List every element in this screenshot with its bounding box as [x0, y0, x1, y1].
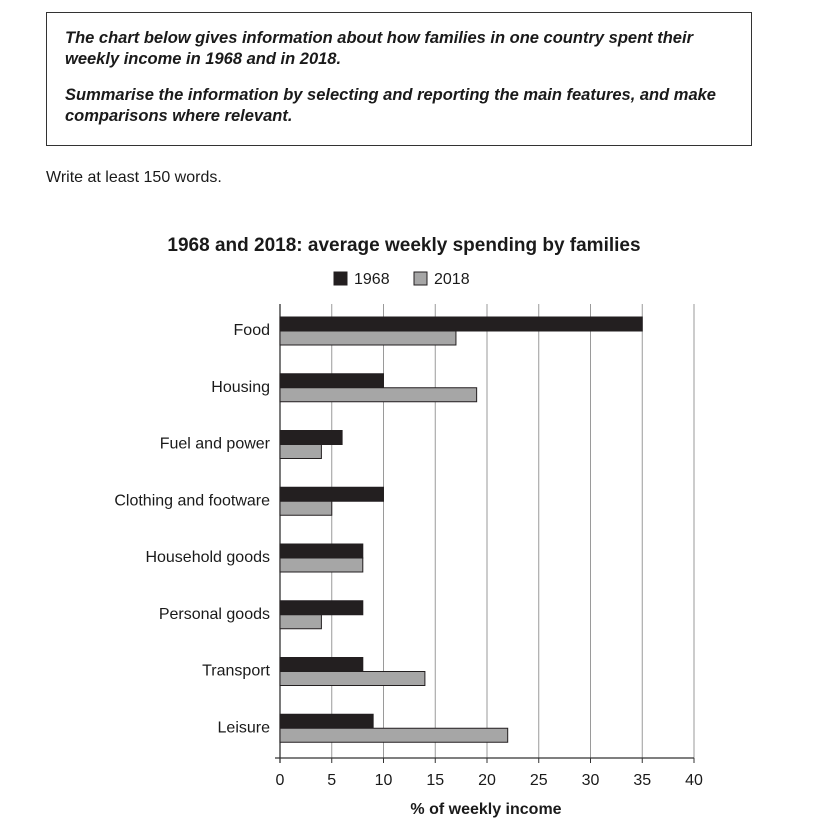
x-tick-label-40: 40 [685, 772, 703, 789]
word-count-note: Write at least 150 words. [46, 169, 222, 186]
bar-household-goods-2018 [280, 558, 363, 572]
x-tick-label-10: 10 [374, 772, 393, 789]
x-tick-label-0: 0 [275, 772, 285, 789]
legend-swatch-2018 [414, 272, 427, 285]
legend-label-2018: 2018 [434, 271, 470, 288]
x-tick-label-25: 25 [529, 772, 548, 789]
x-tick-label-30: 30 [581, 772, 600, 789]
task-paragraph-1: The chart below gives information about how families in one country spent their weekly income in 1968 and in 2018. [65, 29, 693, 68]
legend-swatch-1968 [334, 272, 347, 285]
bar-household-goods-1968 [280, 544, 363, 558]
bar-food-1968 [280, 317, 642, 331]
x-tick-label-20: 20 [478, 772, 496, 789]
bar-housing-1968 [280, 374, 384, 388]
bar-fuel-and-power-2018 [280, 445, 321, 459]
x-tick-label-35: 35 [633, 772, 652, 789]
bar-transport-1968 [280, 658, 363, 672]
category-label-leisure: Leisure [217, 719, 270, 737]
bar-clothing-and-footware-1968 [280, 487, 384, 501]
category-label-household-goods: Household goods [145, 549, 270, 566]
bar-personal-goods-2018 [280, 615, 321, 629]
legend-label-1968: 1968 [354, 271, 390, 288]
category-label-clothing-and-footware: Clothing and footware [114, 492, 270, 510]
bar-personal-goods-1968 [280, 601, 363, 615]
category-label-food: Food [233, 322, 270, 339]
task-paragraph-2: Summarise the information by selecting and reporting the main features, and make comparisons where relevant. [65, 86, 716, 125]
category-label-fuel-and-power: Fuel and power [159, 435, 270, 453]
bar-food-2018 [280, 331, 456, 345]
bar-clothing-and-footware-2018 [280, 501, 332, 515]
bar-leisure-2018 [280, 728, 508, 742]
chart-title: 1968 and 2018: average weekly spending by families [167, 235, 641, 256]
x-tick-label-15: 15 [426, 772, 445, 789]
x-axis-label: % of weekly income [410, 801, 562, 818]
bar-transport-2018 [280, 672, 425, 686]
bar-fuel-and-power-1968 [280, 431, 342, 445]
bar-housing-2018 [280, 388, 477, 402]
category-label-personal-goods: Personal goods [158, 605, 270, 623]
x-tick-label-5: 5 [327, 772, 337, 789]
bar-leisure-1968 [280, 714, 373, 728]
category-label-housing: Housing [211, 378, 270, 396]
category-label-transport: Transport [202, 662, 270, 680]
